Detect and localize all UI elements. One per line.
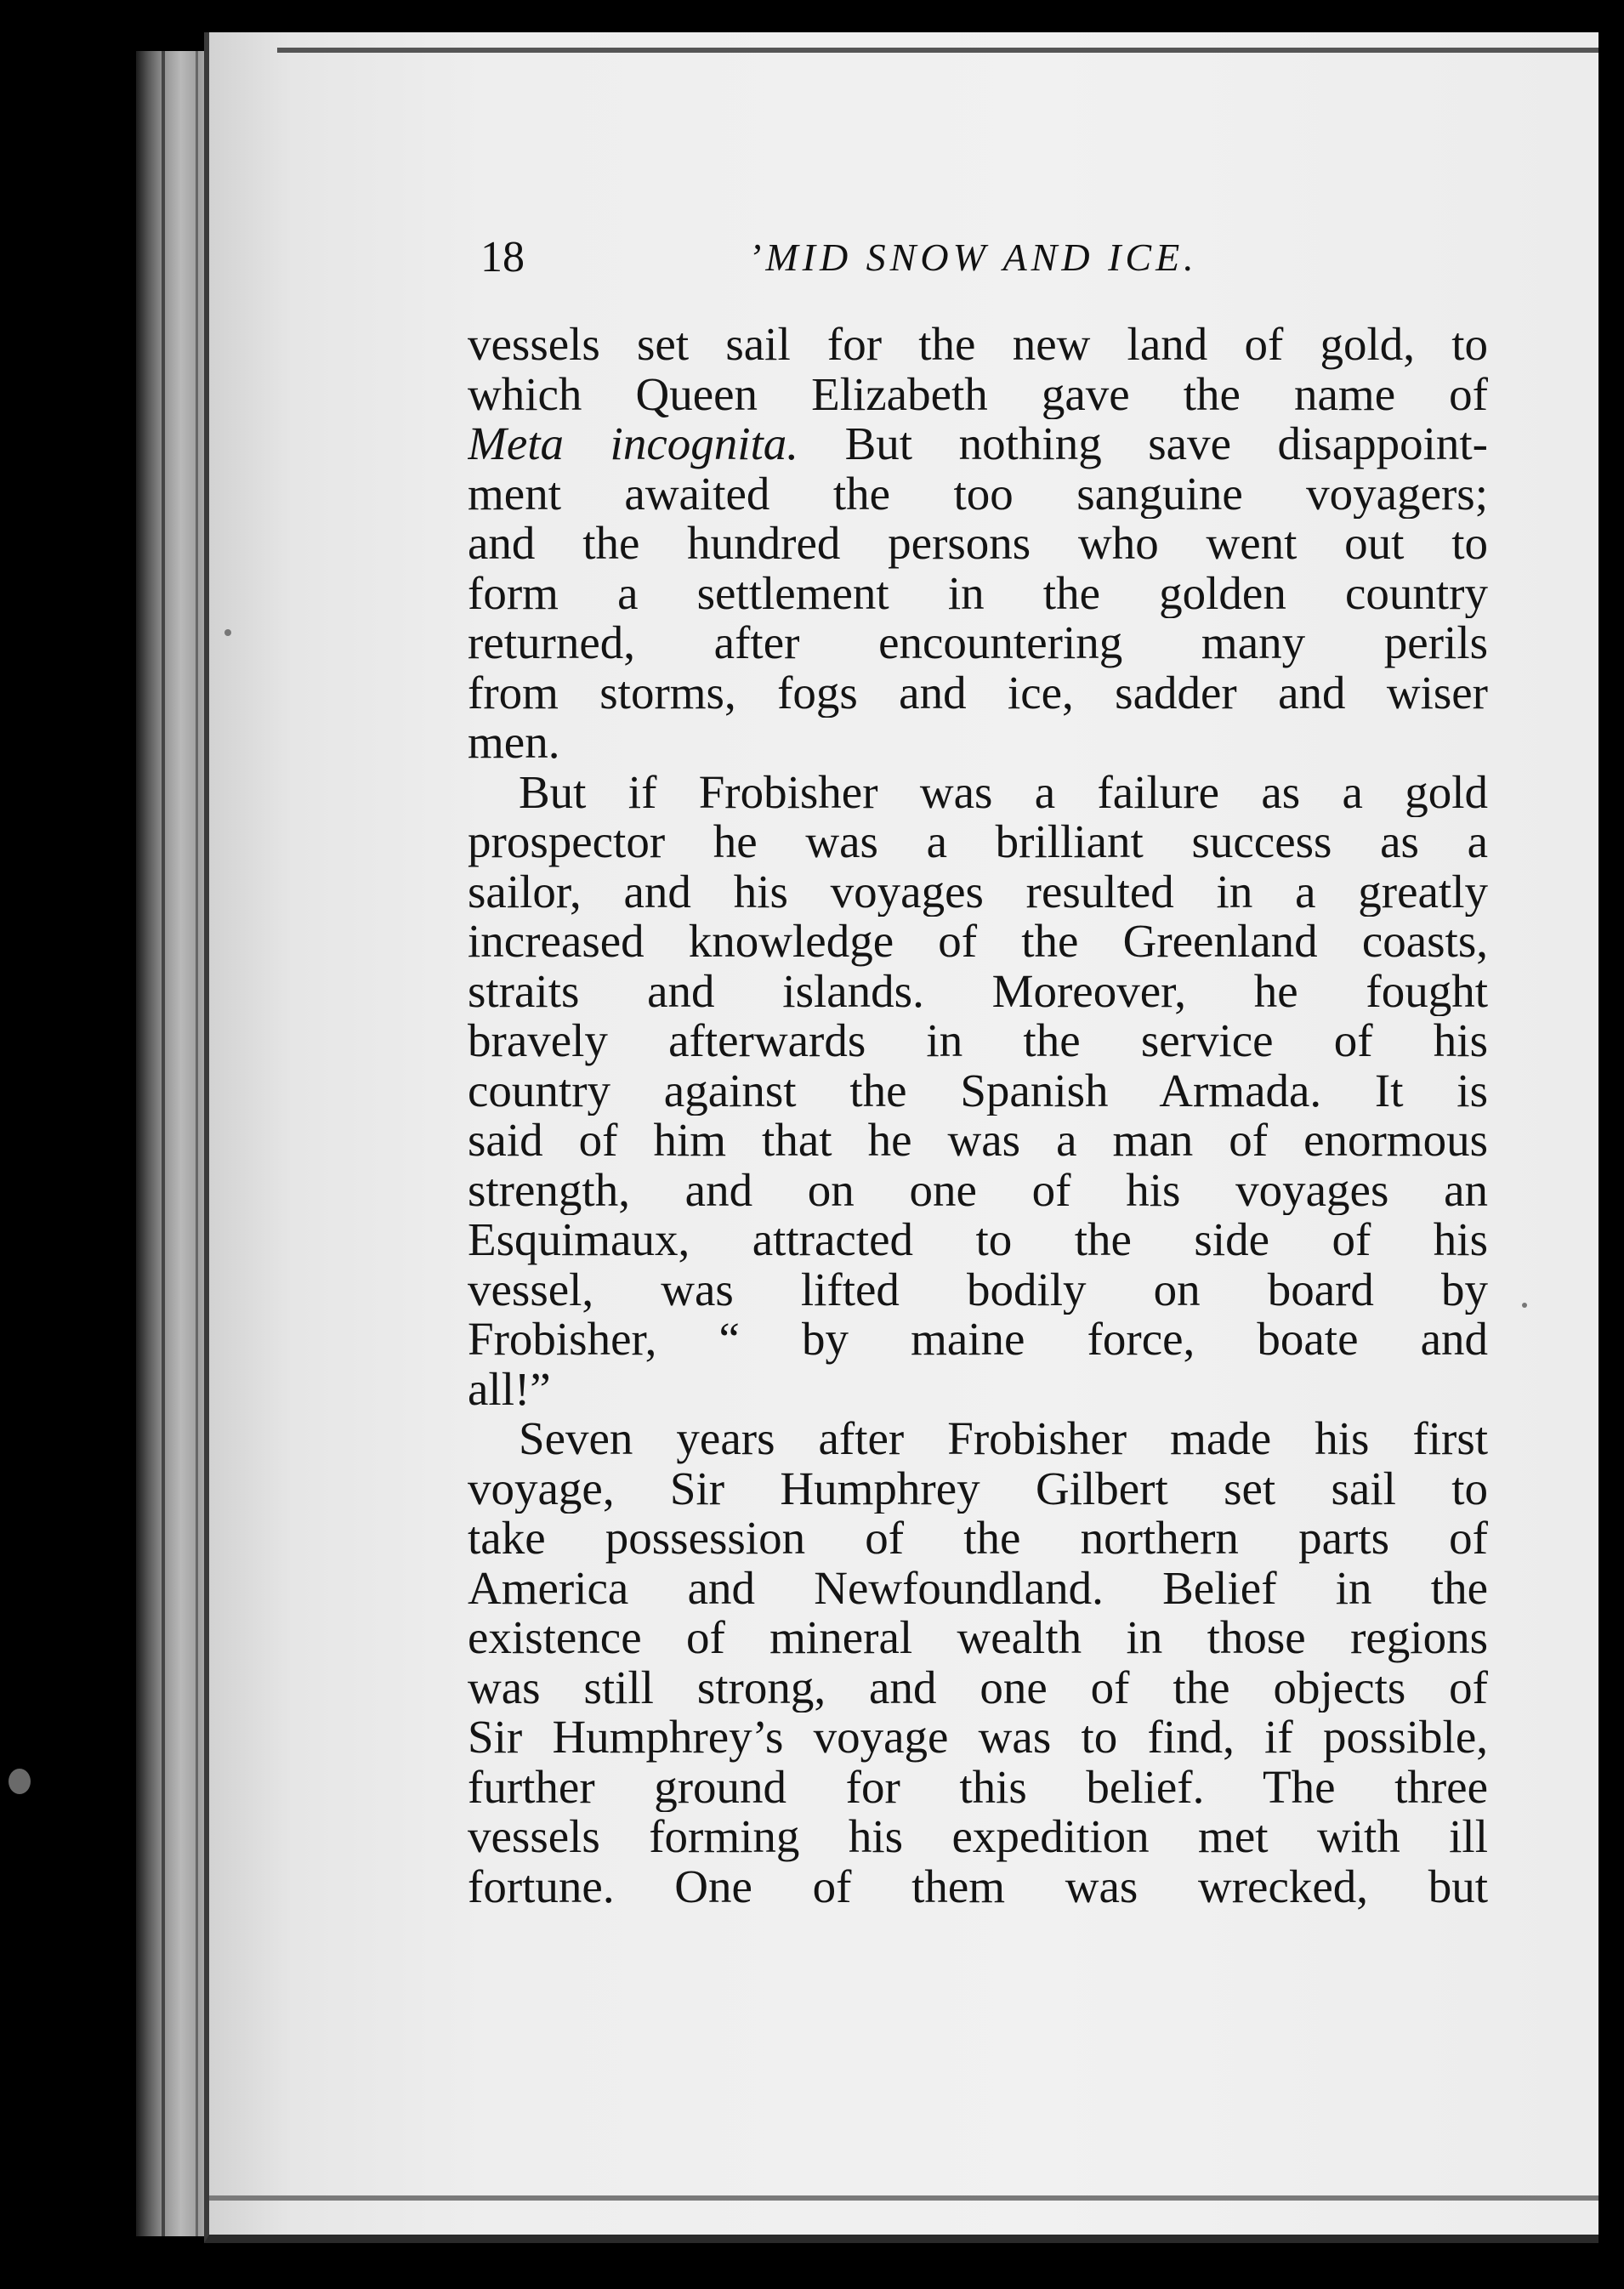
text-line: Sir Humphrey’s voyage was to find, if possible, xyxy=(468,1712,1488,1763)
text-fragment: But nothing save disappoint- xyxy=(844,419,1488,469)
text-line: increased knowledge of the Greenland coasts, xyxy=(468,917,1488,967)
text-line: take possession of the northern parts of xyxy=(468,1514,1488,1564)
text-line: ment awaited the too sanguine voyagers; xyxy=(468,469,1488,519)
text-line: all!” xyxy=(468,1364,551,1414)
text-line: voyage, Sir Humphrey Gilbert set sail to xyxy=(468,1463,1488,1514)
italic-phrase: Meta incognita. xyxy=(468,419,799,469)
text-line: Seven years after Frobisher made his first xyxy=(519,1414,1488,1464)
text-line: vessels set sail for the new land of gold, to xyxy=(468,320,1488,370)
text-line-with-italic xyxy=(468,419,1488,469)
running-head xyxy=(480,228,1246,287)
paragraph-3 xyxy=(468,1414,1488,1911)
text-line: prospector he was a brilliant success as a xyxy=(468,817,1488,867)
text-line: strength, and on one of his voyages an xyxy=(468,1165,1488,1215)
text-line: fortune. One of them was wrecked, but xyxy=(468,1861,1488,1911)
paragraph-2 xyxy=(468,768,1488,1415)
text-line: Frobisher, “ by maine force, boate and xyxy=(468,1315,1488,1365)
text-line: existence of mineral wealth in those regions xyxy=(468,1613,1488,1663)
page-number: 18 xyxy=(480,233,525,281)
text-line: vessels forming his expedition met with ill xyxy=(468,1812,1488,1862)
text-line: country against the Spanish Armada. It is xyxy=(468,1065,1488,1116)
text-line: bravely afterwards in the service of his xyxy=(468,1016,1488,1066)
text-line: was still strong, and one of the objects of xyxy=(468,1662,1488,1712)
scan-speck xyxy=(224,629,231,636)
text-line: which Queen Elizabeth gave the name of xyxy=(468,369,1488,419)
text-line: America and Newfoundland. Belief in the xyxy=(468,1563,1488,1613)
text-line: returned, after encountering many perils xyxy=(468,618,1488,668)
text-line: vessel, was lifted bodily on board by xyxy=(468,1264,1488,1315)
text-line: from storms, fogs and ice, sadder and wiser xyxy=(468,667,1488,718)
running-head-title: ’MID SNOW AND ICE. xyxy=(748,236,1198,279)
text-line: Esquimaux, attracted to the side of his xyxy=(468,1215,1488,1265)
text-line: further ground for this belief. The three xyxy=(468,1762,1488,1812)
text-line: form a settlement in the golden country xyxy=(468,568,1488,618)
text-line: sailor, and his voyages resulted in a greatly xyxy=(468,866,1488,917)
body-text xyxy=(468,320,1488,1911)
text-line: straits and islands. Moreover, he fought xyxy=(468,966,1488,1016)
scan-speck xyxy=(1522,1303,1527,1308)
text-line: and the hundred persons who went out to xyxy=(468,519,1488,569)
text-line: said of him that he was a man of enormous xyxy=(468,1116,1488,1166)
scan-speck xyxy=(9,1769,31,1794)
paragraph-1 xyxy=(468,320,1488,768)
text-line: men. xyxy=(468,718,560,768)
text-line: But if Frobisher was a failure as a gold xyxy=(519,767,1488,817)
